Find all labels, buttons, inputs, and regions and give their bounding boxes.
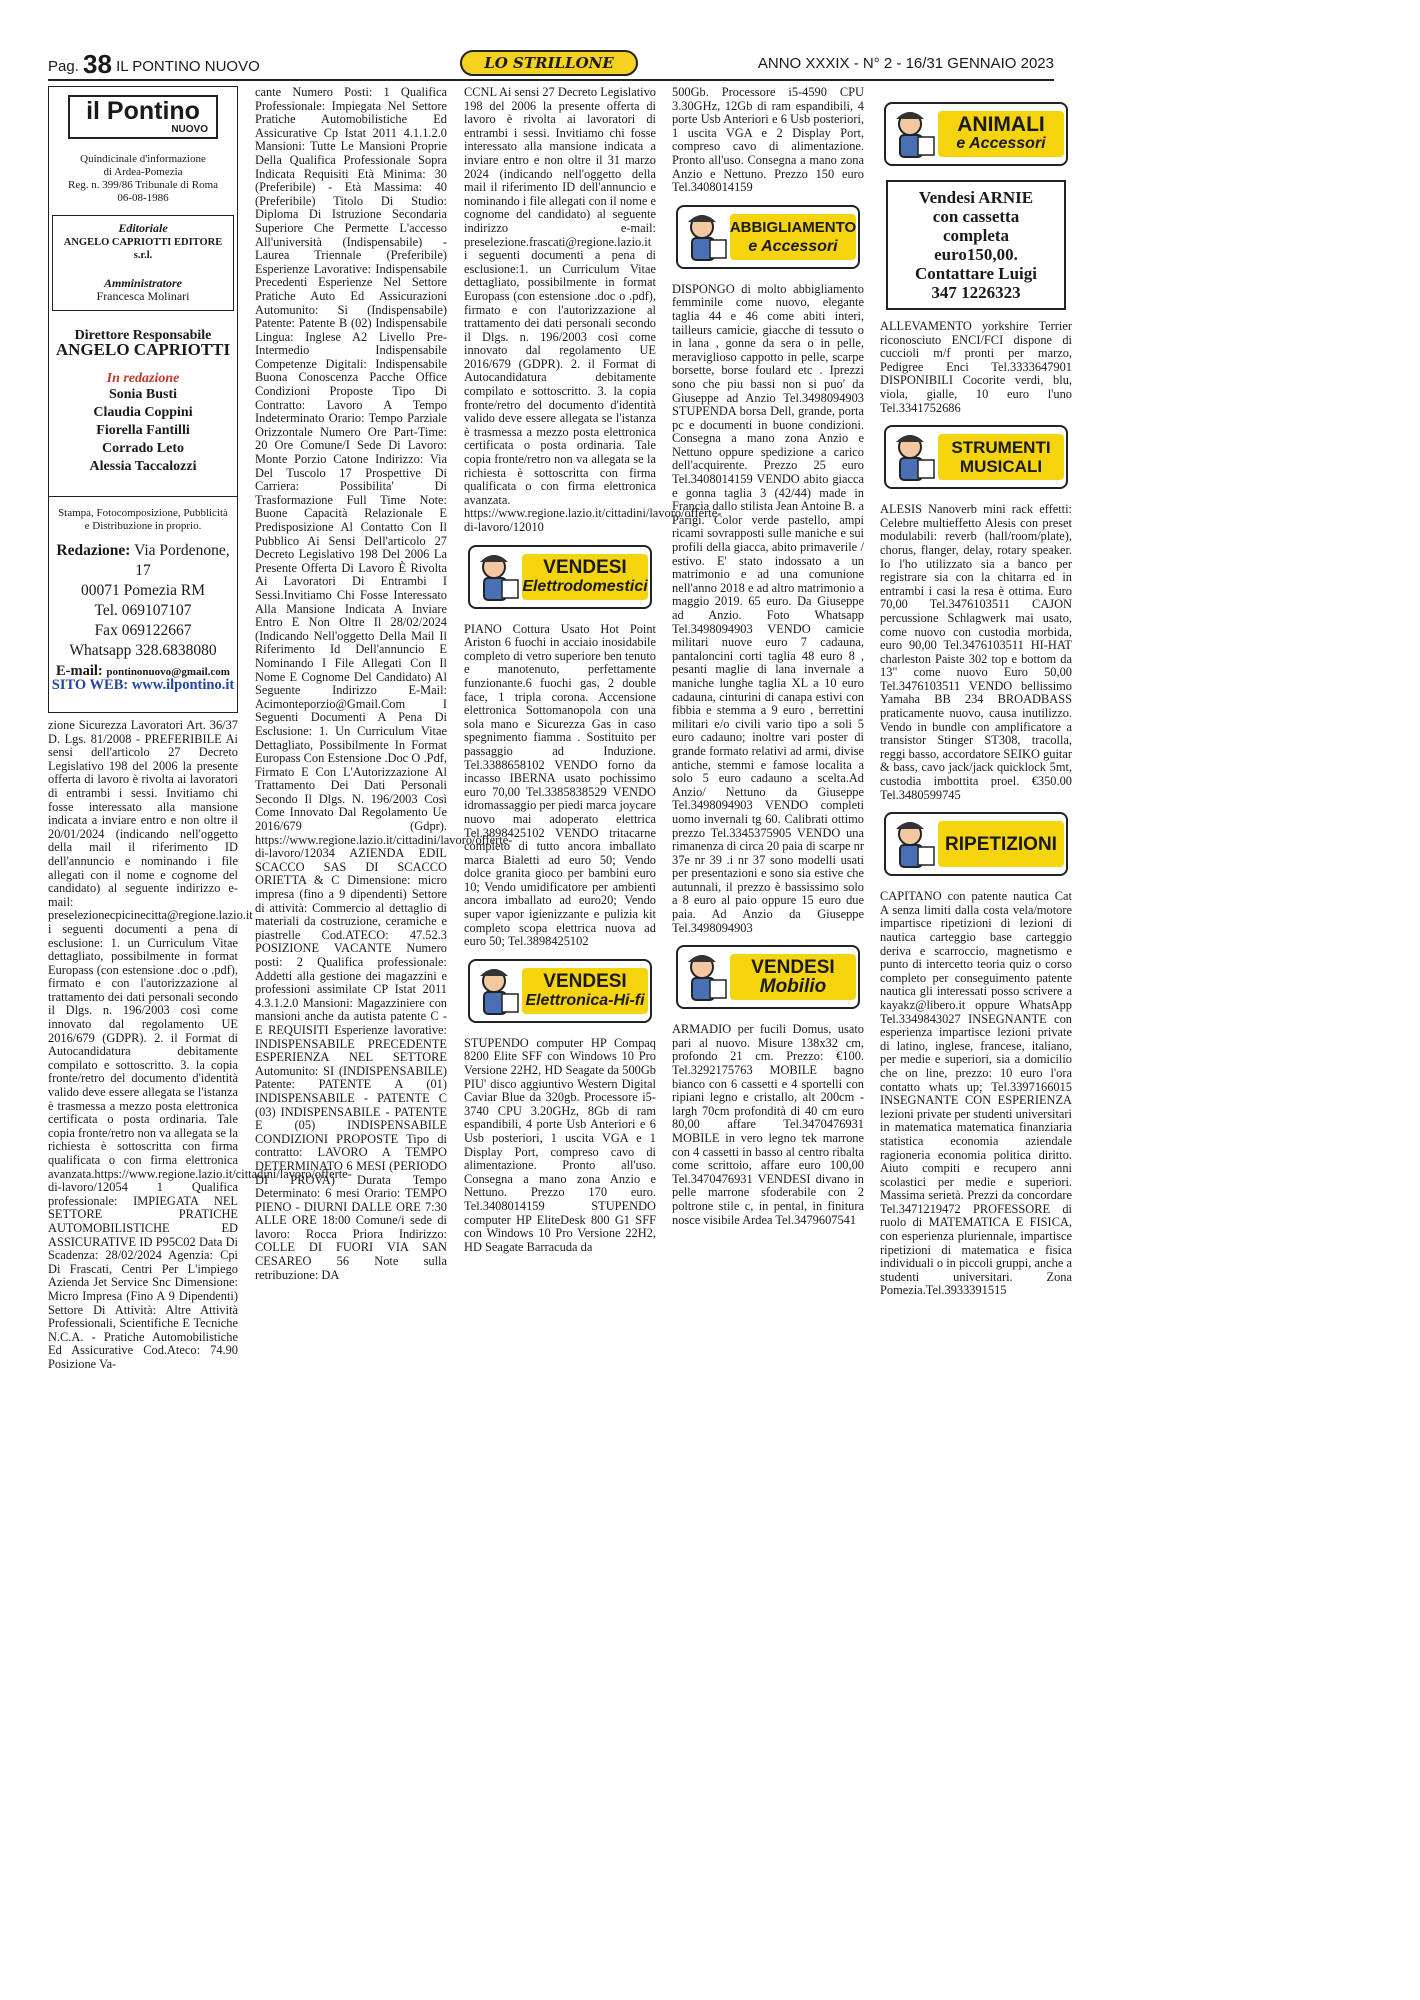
section-header-ripetizioni bbox=[884, 812, 1068, 876]
section-subtitle: Elettrodomestici bbox=[522, 577, 648, 595]
logo-sub: NUOVO bbox=[171, 124, 208, 135]
redazione-label: In redazione bbox=[106, 371, 180, 387]
article-text: cante Numero Posti: 1 Qualifica Professionale: Impiegata Nel Settore Pratiche Automobilistiche Ed Assicurative Cp Istat 2011 4.1.1.2.0 Mansioni: Tutte Le Mansioni Proprie Della Qualifica Professionale Sopra Indicata Requisiti Età Minima: 30 (Preferibile) - Età Massima: 40 (Preferibile) Titolo Di Studio: Diploma Di Istruzione Secondaria Superiore Che Permette L'accesso All'università (Indispensabile) - Laurea Triennale (Preferibile) Esperienze Lavorative: Indispensabile Precedenti Esperienze Nel Settore Pratiche Auto Ed Assicurazioni Automunito: Si (Indispensabile) Patente: Patente B (02) Indispensabile Lingua: Inglese A2 Livello Pre-Intermedio Indispensabile Competenze Digitali: Indispensabile Buona Conoscenza Pacche Office Condizioni Proposte Tipo Di Contratto: Lavoro A Tempo Indeterminato Orario: Tempo Parziale Orizzontale Numero Ore Part-Time: 20 Ore Comune/I Sede Di Lavoro: Monte Porzio Catone Indirizzo: Via Del Tuscolo 17 Prospettive Di Carriera: Possibilita' Di Trasformazione Full Time Note: Buone Capacità Relazionale E Predisposizione Al Contatto Con Il Pubblico Ai Sensi Dell'articolo 27 Decreto Legislativo 198 Del 2006 La Presente Offerta Di Lavoro È Rivolta Ai Lavoratori Di Entrambi I Sessi.Invitiamo Chi Fosse Interessato Alla Mansione Indicata A Inviare Entro E Non Oltre Il 28/02/2024 (Indicando Nell'oggetto Della Mail Il Riferimento Id Dell'annuncio E Nominando I File Allegati Con Il Nome E Cognome Del Candidato) Al Seguente Indirizzo E-Mail: Acimonteporzio@Gmail.Com I Seguenti Documenti A Pena Di Esclusione: 1. Un Curriculum Vitae Dettagliato, Possibilmente In Format Europass Con Estensione .Doc O .Pdf, Firmato E Con L'Autorizzazione Al Trattamento Dei Dati Personali Secondo Il Dlgs. N. 196/2003 Così Come Innovato Dal Regolamento Ue 2016/679 (Gdpr). https://www.regione.lazio.it/cittadini/lavoro/offerte-di-lavoro/12034 AZIENDA EDIL SCACCO SAS DI SCACCO ORIETTA & C Dimensione: micro impresa (fino a 9 dipendenti) Settore di attività: Commercio al dettaglio di materiali da costruzione, ceramiche e piastrelle Cod.ATECO: 47.52.3 POSIZIONE VACANTE Numero posti: 2 Qualifica professionale: Addetti alla gestione dei magazzini e professioni assimilate CP Istat 2011 4.3.1.2.0 Mansioni: Magazziniere con mansioni anche da autista patente C - E REQUISITI Esperienze lavorative: INDISPENSABILE PRECEDENTE ESPERIENZA NEL SETTORE Automunito: SI (INDISPENSABILE) Patente: PATENTE A (01) INDISPENSABILE - PATENTE C (03) INDISPENSABILE - PATENTE E (05) INDISPENSABILE CONDIZIONI PROPOSTE Tipo di contratto: LAVORO A TEMPO DETERMINATO 6 MESI (PERIODO DI PROVA) Durata Tempo Determinato: 6 mesi Orario: TEMPO PIENO - DIURNI DALLE ORE 7:30 ALLE ORE 18:00 Comune/i sede di lavoro: Rocca Priora Indirizzo: COLLE DI FUORI VIA SAN CESAREO 56 Note sulla retribuzione: DA bbox=[255, 85, 513, 1282]
redazione-names bbox=[49, 386, 237, 476]
redazione-name: Fiorella Fantilli bbox=[96, 422, 190, 438]
desc-line: Quindicinale d'informazione bbox=[80, 153, 206, 165]
section-subtitle: Elettronica-Hi-fi bbox=[525, 991, 645, 1009]
redazione-name: Claudia Coppini bbox=[93, 404, 193, 420]
section-title: STRUMENTI bbox=[951, 438, 1051, 458]
print-info bbox=[49, 507, 237, 533]
classified-ads: CAPITANO con patente nautica Cat A senza limiti dalla costa vela/motore impartisce ripetizioni di lezioni di nautica carteggio base carteggio deriva e scarroccio, magnetismo e punto di intercetto teoria quiz o corso completo per conseguimento patente nautica gli interessati posso scrivere a kayakz@libero.it oppure WhatsApp Tel.3349843027 INSEGNANTE con esperienza impartisce lezioni private di latino, inglese, francese, italiano, per medie e superiori, sia a domicilio che on line, prezzo: 10 euro l'ora contatto whats up; Tel.3397166015 INSEGNANTE CON ESPERIENZA lezioni private per studenti universitari in matematica matematica finanziaria statistica economia aziendale ragioneria economia politica diritto. Aiuto compiti e recupero anni scolastici per medie e superiori. Massima serietà. Prezzi da concordare Tel.3471219472 PROFESSORE di ruolo di MATEMATICA E FISICA, con esperienza pluriennale, impartisce ripetizioni di matematica e fisica individuali o in piccoli gruppi, anche a studenti universitari. Zona Pomezia.Tel.3933391515 bbox=[880, 889, 1072, 1298]
boxed-ad-line: euro150,00. bbox=[934, 245, 1018, 264]
editoriale-label: Editoriale bbox=[118, 221, 168, 235]
email-label: E-mail: bbox=[56, 662, 103, 679]
amministratore-label: Amministratore bbox=[103, 275, 183, 290]
cap-city: 00071 Pomezia RM bbox=[81, 581, 205, 599]
web-label: SITO WEB: bbox=[51, 677, 129, 694]
strillone-mascot-icon bbox=[888, 430, 938, 484]
masthead-description bbox=[49, 153, 237, 205]
section-label bbox=[938, 821, 1064, 867]
section-subtitle: e Accessori bbox=[748, 237, 838, 255]
classified-ads: 500Gb. Processore i5-4590 CPU 3.30GHz, 12Gb di ram espandibili, 4 porte Usb Anteriori e 6 Usb posteriori, 1 uscita VGA e 2 Display Port, compreso cavo di alimentazione. Pronto all'uso. Consegna a mano zona Anzio e Nettuno. Prezzo 150 euro Tel.3408014159 bbox=[672, 85, 864, 195]
section-label bbox=[730, 954, 856, 1000]
address-label: Redazione: bbox=[56, 541, 131, 559]
section-title: ABBIGLIAMENTO bbox=[729, 218, 857, 236]
direttore-name: ANGELO CAPRIOTTI bbox=[55, 339, 231, 359]
section-header-animali bbox=[884, 102, 1068, 166]
classified-ads: ALLEVAMENTO yorkshire Terrier riconosciuto ENCI/FCI dispone di cuccioli m/f pronti per marzo, Pedigree Enci Tel.3333647901 DISPONIBILI Cocorite verdi, blu, viola, gialle, 10 euro l'uno Tel.3341752686 bbox=[880, 319, 1072, 415]
email-link[interactable]: pontinonuovo@gmail.com bbox=[106, 665, 230, 678]
section-title: VENDESI bbox=[543, 556, 627, 578]
paper-name: IL PONTINO NUOVO bbox=[116, 58, 260, 75]
masthead-divider bbox=[49, 496, 237, 497]
redazione-name: Sonia Busti bbox=[108, 386, 178, 402]
section-header-mobilio bbox=[676, 945, 860, 1009]
pontino-logo bbox=[68, 95, 218, 139]
redazione-name: Corrado Leto bbox=[101, 440, 185, 456]
column-3 bbox=[464, 85, 722, 1549]
section-label bbox=[938, 111, 1064, 157]
address: Via Pordenone, 17 bbox=[134, 541, 230, 579]
page-header bbox=[48, 50, 1054, 80]
strillone-mascot-icon bbox=[472, 550, 522, 604]
logo-main: il Pontino bbox=[86, 97, 200, 125]
classified-ads: STUPENDO computer HP Compaq 8200 Elite SFF con Windows 10 Pro Versione 22H2, HD Seagate da 500Gb PIU' disco aggiuntivo Western Digital Caviar Blue da 320gb. Processore i5-3740 CPU 3.20GHz, 8Gb di ram espandibili, 4 porte Usb Anteriori e 6 Usb posteriori, 1 uscita VGA e 1 Display Port, compreso cavo di alimentazione. Pronto all'uso. Consegna a mano zona Anzio e Nettuno. Prezzo 170 euro. Tel.3408014159 STUPENDO computer HP EliteDesk 800 G1 SFF con Windows 10 Pro Versione 22H2, HD Seagate Barracuda da bbox=[464, 1035, 656, 1254]
classified-ads: ALESIS Nanoverb mini rack effetti: Celebre multieffetto Alesis con preset modulabili: reverb (hall/room/plate), chorus, flanger, delay, rotary speaker. Io l'ho utilizzato sia a banco per registrare sia con la chitarra ed in entrambi i casi la resa è ottima. Euro 70,00 Tel.3476103511 CAJON percussione Schlagwerk mai usato, come nuovo con custodia morbida, euro 90,00 Tel.3476103511 HI-HAT charleston Paiste 302 top e bottom da 13" come nuovo Euro 50,00 Tel.3476103511 VENDO bellissimo Yamaha BB 234 BROADBASS praticamente nuovo, causa inutilizzo. Vendo in bundle con amplificatore a transistor Stinger ST308, tracolla, reggi basso, accordatore SEIKO guitar & bass, cavo jack/jack quicklock 5mt, custodia imbottita proel. €350.00 Tel.3480599745 bbox=[880, 502, 1072, 802]
whatsapp: Whatsapp 328.6838080 bbox=[69, 641, 217, 659]
issue-info: ANNO XXXIX - N° 2 - 16/31 GENNAIO 2023 bbox=[757, 55, 1054, 72]
strillone-mascot-icon bbox=[888, 817, 938, 871]
section-header-elettronica bbox=[468, 959, 652, 1023]
redazione-name: Alessia Taccalozzi bbox=[89, 458, 197, 474]
article-text: CCNL Ai sensi 27 Decreto Legislativo 198 del 2006 la presente offerta di lavoro è rivolta ai lavoratori di entrambi i sessi. Invitiamo chi fosse interessato alla mansione indicata a inviare entro e non oltre il 31 marzo 2024 (indicando nell'oggetto della mail il riferimento ID dell'annuncio e nominando i file allegati con il nome e cognome del candidato) al seguente indirizzo e-mail: preselezione.frascati@regione.lazio.it i seguenti documenti a pena di esclusione:1. un Curriculum Vitae dettagliato, possibilmente in format Europass (con estensione .doc o .pdf), firmato e con l'autorizzazione al trattamento dei dati personali secondo il Dlgs. n. 196/2003 così come innovato dal regolamento UE 2016/679 (GDPR). 2. il Format di Autocandidatura debitamente compilato e sottoscritto. 3. la copia fronte/retro del documento d'identità valido deve essere allegata se l'istanza è trasmessa a mezzo posta elettronica certificata o posta ordinaria. Tale copia fronte/retro non va allegata se la richiesta è sottoscritta con firma qualificata o con firma elettronica avanzata. https://www.regione.lazio.it/cittadini/lavoro/offerte-di-lavoro/12010 bbox=[464, 85, 722, 534]
section-label bbox=[522, 968, 648, 1014]
classified-ads: ARMADIO per fucili Domus, usato pari al nuovo. Misure 138x32 cm, profondo 21 cm. Prezzo: €100. Tel.3292175763 MOBILE bagno bianco con 6 cassetti e 4 sportelli con ripiani legno e cristallo, alt 200cm - largh 70cm profondità di 40 cm euro 80,00 affare Tel.3470476931 MOBILE in vero legno tek marrone con 4 cassetti in basso al centro ribalta come scrittoio, affare euro 100,00 Tel.3470476931 VENDESI divano in pelle marrone sfoderabile con 2 poltrone stile c, in pental, in finitura nosce visibile Ardea Tel.3479607541 bbox=[672, 1022, 864, 1227]
amministratore-name: Francesca Molinari bbox=[96, 289, 190, 304]
editoriale-name: ANGELO CAPRIOTTI EDITORE s.r.l. bbox=[63, 236, 223, 262]
direttore-label: Direttore Responsabile bbox=[74, 327, 212, 343]
section-subtitle: e Accessori bbox=[956, 135, 1046, 152]
section-header-abbigliamento bbox=[676, 205, 860, 269]
header-rule bbox=[48, 79, 1054, 81]
classified-ads: DISPONGO di molto abbigliamento femminile come nuovo, elegante taglia 44 e 46 come abiti interi, tailleurs camicie, giacche di tessuto o in lana , gonne da sera o in pelle, meraviglioso cappotto in pelle, scarpe borsette, borse foulard etc . Iprezzi sono che piu bassi non si puo' da Giuseppe ad Anzio Tel.3498094903 STUPENDA borsa Dell, grande, porta pc e documenti in buone condizioni. Consegna a mano zona Anzio e Nettuno oppure spedizione a carico dell'acquirente. Prezzo 25 euro Tel.3408014159 VENDO abito giacca e gonna taglia 3 (42/44) made in Francia dallo stilista Jean Antoine B. a Parigi. Color verde pastello, ampi ricami sovrapposti sulle maniche e sui profili della giacca, abito primaverile / estivo. E' stato indossato a un matrimonio e ad una comunione nell'anno 2018 e ad altro matrimonio a maggio 2019. 65 euro. Da Giuseppe ad Anzio. Foto Whatsapp Tel.3498094903 VENDO camicie militari nuove euro 7 cadauna, pantaloncini corti taglia 48 euro 8 , pesanti maglie di lana invernale a maniche lunghe taglia XL a 10 euro cadauna, cinturini di canapa estivi con fibbia e stemma a 9 euro , berrettini militari e/o civili vario tipo a soli 5 euro cadauno; inoltre vari poster di grande formato relativi ad armi, divise antiche, stemmi e famose localita a solo 5 euro cadauno a scelta.Ad Anzio/ Nettuno da Giuseppe Tel.3498094903 VENDO completi uomo invernali tg 60. Calibrati ottimo prezzo Tel.3345375905 VENDO una rimanenza di circa 20 paia di scarpe nr 37e nr 39 .i nr 37 sono modelli usati per presentazioni e sono sia estive che autunnali, il prezzo è bassissimo solo a 8 euro al paio oppure 15 euro due paia. Ad Anzio da Giuseppe Tel.3498094903 bbox=[672, 281, 864, 935]
column-4 bbox=[672, 86, 864, 1549]
editor-box bbox=[52, 215, 234, 311]
boxed-ad-line: completa bbox=[942, 226, 1010, 245]
header-left bbox=[48, 50, 260, 81]
strillone-mascot-icon bbox=[888, 107, 938, 161]
masthead-box bbox=[48, 86, 238, 713]
fax: Fax 069122667 bbox=[94, 621, 192, 639]
section-title: ANIMALI bbox=[957, 113, 1045, 136]
article-text: zione Sicurezza Lavoratori Art. 36/37 D. Lgs. 81/2008 - PREFERIBILE Ai sensi dell'articolo 27 Decreto Legislativo 198 del 2006 la presente offerta di lavoro è rivolta ai lavoratori di entrambi i sessi. Invitiamo chi fosse interessato alla mansione indicata a inviare entro e non oltre il 20/01/2024 (indicando nell'oggetto della mail il riferimento ID dell'annuncio e nominando i file allegati con il nome e cognome del candidato) al seguente indirizzo e-mail: preselezionecpicinecitta@regione.lazio.it i seguenti documenti a pena di esclusione: 1. un Curriculum Vitae dettagliato, possibilmente in format Europass (con estensione .doc o .pdf), firmato e con l'autorizzazione al trattamento dei dati personali secondo il Dlgs. n. 196/2003 così come innovato dal regolamento UE 2016/679 (GDPR). 2. il Format di Autocandidatura debitamente compilato e sottoscritto. 3. la copia fronte/retro del documento d'identità valido deve essere allegata se l'istanza è trasmessa a mezzo posta elettronica certificata o posta ordinaria. Tale copia fronte/retro non va allegata se la richiesta è sottoscritta con firma qualificata o con firma elettronica avanzata.https://www.regione.lazio.it/cittadini/lavoro/offerte-di-lavoro/12054 1 Qualifica professionale: IMPIEGATA NEL SETTORE PRATICHE AUTOMOBILISTICHE ED ASSICURATIVE ID P95C02 Data Di Scadenza: 28/02/2024 Agenzia: Cpi Di Frascati, Centri Per L'impiego Azienda Jet Service Snc Dimensione: Micro Impresa (Fino A 9 Dipendenti) Settore Di Attività: Altre Attività Professionali, Scientifiche E Tecniche N.C.A. - Pratiche Automobilistiche Ed Assicurative Cod.Ateco: 74.90 Posizione Va- bbox=[48, 718, 352, 1371]
column-1 bbox=[48, 86, 352, 1549]
print-line: Stampa, Fotocomposizione, Pubblicità bbox=[58, 506, 228, 519]
strillone-mascot-icon bbox=[680, 210, 730, 264]
boxed-ad-arnie bbox=[886, 180, 1066, 310]
section-header-elettrodomestici bbox=[468, 545, 652, 609]
print-line: e Distribuzione in proprio. bbox=[84, 519, 202, 532]
lo-strillone-logo: LO STRILLONE bbox=[460, 50, 638, 76]
strillone-mascot-icon bbox=[472, 964, 522, 1018]
strillone-mascot-icon bbox=[680, 950, 730, 1004]
section-header-strumenti bbox=[884, 425, 1068, 489]
column-2 bbox=[255, 85, 513, 1549]
website-link[interactable]: www.ilpontino.it bbox=[131, 677, 235, 694]
section-label bbox=[522, 554, 648, 600]
section-subtitle: Mobilio bbox=[759, 976, 827, 998]
desc-line: 06-08-1986 bbox=[117, 192, 169, 204]
section-label bbox=[938, 434, 1064, 480]
boxed-ad-line: Vendesi ARNIE bbox=[918, 188, 1034, 207]
section-subtitle: MUSICALI bbox=[959, 457, 1043, 477]
website-line bbox=[49, 679, 237, 693]
contact-block bbox=[49, 541, 237, 661]
telephone: Tel. 069107107 bbox=[94, 601, 192, 619]
boxed-ad-line: Contattare Luigi bbox=[915, 264, 1037, 283]
page-prefix: Pag. bbox=[48, 58, 79, 75]
section-title: RIPETIZIONI bbox=[945, 833, 1057, 855]
section-title: VENDESI bbox=[543, 970, 627, 992]
desc-line: di Ardea-Pomezia bbox=[103, 166, 183, 178]
classified-ads: PIANO Cottura Usato Hot Point Ariston 6 fuochi in acciaio inosidabile completo di vetro superiore ben tenuto e manotenuto, perfettamente funzionante.6 fuochi gas, 2 double face, 1 tripla corona. Accensione elettronica Sottomanopola con una sola mano e Sicurezza Gas in caso spegnimento fiamma . Sostituito per passaggio ad Induzione. Tel.3388658102 VENDO forno da incasso IBERNA usato pochissimo euro 70,00 Tel.3385838529 VENDO idromassaggio per piedi marca joycare nuovo mai adoperato elettrica Tel.3898425102 VENDO tritacarne completo di tutto ancora imballato marca Bialetti ad euro 50; Vendo dolce granita gioco per bambini euro 10; Vendo umidificatore per ambienti ancora imballato ad euro20; Vendo super vapor igienizzante e pulizia kit completo scopa elettrica nuova ad euro 50; Tel.3898425102 bbox=[464, 621, 656, 949]
column-5 bbox=[880, 86, 1072, 1549]
desc-line: Reg. n. 399/86 Tribunale di Roma bbox=[67, 179, 219, 191]
boxed-ad-line: con cassetta bbox=[932, 207, 1020, 226]
section-title: VENDESI bbox=[751, 957, 835, 979]
page-number: 38 bbox=[83, 49, 112, 79]
section-label bbox=[730, 214, 856, 260]
boxed-ad-phone: 347 1226323 bbox=[931, 283, 1021, 302]
